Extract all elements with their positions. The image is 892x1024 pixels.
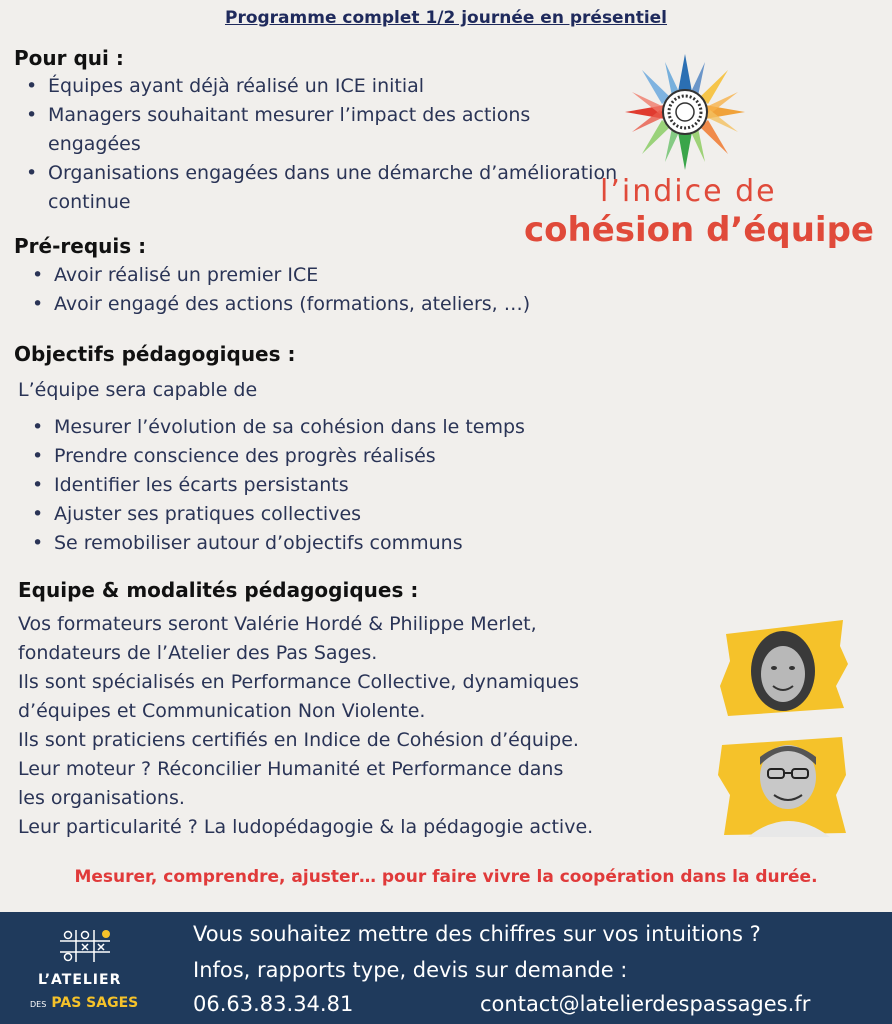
atelier-logo [30, 926, 140, 1016]
footer-email[interactable]: contact@latelierdespassages.fr [480, 992, 811, 1016]
prerequis-heading: Pré-requis : [14, 234, 147, 258]
prerequis-list [28, 261, 728, 319]
equipe-line: Ils sont praticiens certifiés en Indice de Cohésion d’équipe. [18, 729, 579, 751]
equipe-line: Leur moteur ? Réconcilier Humanité et Performance dans [18, 758, 564, 780]
equipe-text [18, 610, 708, 842]
list-item: • Se remobiliser autour d’objectifs communs [28, 529, 728, 558]
list-item: • Avoir réalisé un premier ICE [28, 261, 728, 290]
tic-tac-toe-icon [56, 928, 116, 964]
atelier-logo-pas-sages: PAS SAGES [51, 995, 139, 1011]
list-item: • Mesurer l’évolution de sa cohésion dans le temps [28, 413, 728, 442]
list-item: • Ajuster ses pratiques collectives [28, 500, 728, 529]
atelier-logo-line2 [30, 992, 138, 1011]
equipe-line: Vos formateurs seront Valérie Hordé & Philippe Merlet, [18, 613, 537, 635]
footer-question: Vous souhaitez mettre des chiffres sur vos intuitions ? [193, 922, 761, 946]
equipe-line: fondateurs de l’Atelier des Pas Sages. [18, 642, 378, 664]
list-item: • Avoir engagé des actions (formations, ateliers, …) [28, 290, 728, 319]
ice-logo-line1: l’indice de [600, 174, 777, 209]
ice-logo-line2: cohésion d’équipe [524, 210, 874, 250]
objectifs-list [28, 413, 728, 558]
objectifs-heading: Objectifs pédagogiques : [14, 342, 296, 366]
ice-logo [520, 52, 874, 252]
compass-icon [620, 52, 750, 172]
list-item: • Organisations engagées dans une démarche d’amélioration continue [22, 159, 622, 217]
list-item: • Managers souhaitant mesurer l’impact des actions engagées [22, 101, 622, 159]
footer-phone[interactable]: 06.63.83.34.81 [193, 992, 354, 1016]
trainer-photo-philippe [718, 735, 848, 837]
list-item: • Identifier les écarts persistants [28, 471, 728, 500]
trainer-photo-valerie [718, 616, 848, 718]
footer [0, 912, 892, 1024]
equipe-line: les organisations. [18, 787, 185, 809]
objectifs-intro: L’équipe sera capable de [18, 379, 258, 401]
equipe-line: Leur particularité ? La ludopédagogie & la pédagogie active. [18, 816, 594, 838]
list-item: • Équipes ayant déjà réalisé un ICE initial [22, 72, 622, 101]
tagline: Mesurer, comprendre, ajuster… pour faire vivre la coopération dans la durée. [74, 867, 818, 887]
equipe-line: Ils sont spécialisés en Performance Collective, dynamiques [18, 671, 579, 693]
footer-infos: Infos, rapports type, devis sur demande : [193, 958, 628, 982]
pour-qui-heading: Pour qui : [14, 46, 124, 70]
equipe-heading: Equipe & modalités pédagogiques : [18, 578, 419, 602]
equipe-line: d’équipes et Communication Non Violente. [18, 700, 426, 722]
page-title: Programme complet 1/2 journée en présentiel [224, 8, 668, 28]
atelier-logo-des: DES [30, 1000, 47, 1009]
list-item: • Prendre conscience des progrès réalisés [28, 442, 728, 471]
atelier-logo-line1: L’ATELIER [38, 972, 122, 988]
